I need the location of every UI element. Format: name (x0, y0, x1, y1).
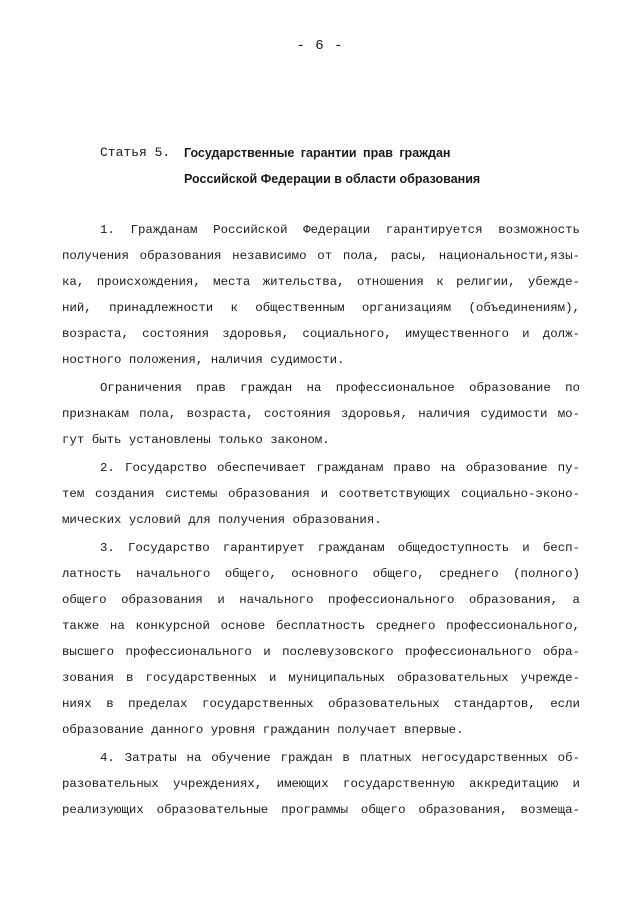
paragraph-line: получения образования независимо от пола, расы, национальности,язы- (62, 249, 580, 263)
paragraph-line: 4. Затраты на обучение граждан в платных негосударственных об- (100, 751, 580, 765)
paragraph-line: признакам пола, возраста, состояния здоровья, наличия судимости мо- (62, 407, 580, 421)
article-body (62, 217, 580, 823)
paragraph-line: ний, принадлежности к общественным организациям (объединениям), (62, 301, 580, 315)
paragraph-line: общего образования и начального профессионального образования, а (62, 593, 580, 607)
paragraph-3 (62, 455, 580, 533)
paragraph-line: реализующих образовательные программы общего образования, возмеща- (62, 803, 580, 817)
paragraph-2 (62, 375, 580, 453)
paragraph-line: тем создания системы образования и соответствующих социально-эконо- (62, 487, 580, 501)
paragraph-line: возраста, состояния здоровья, социального, имущественного и долж- (62, 327, 580, 341)
paragraph-line: 1. Гражданам Российской Федерации гарантируется возможность (100, 223, 580, 237)
paragraph-5 (62, 745, 580, 823)
paragraph-line: образование данного уровня гражданин получает впервые. (62, 723, 464, 737)
paragraph-line: ка, происхождения, места жительства, отношения к религии, убежде- (62, 275, 580, 289)
page-number: - 6 - (296, 38, 344, 54)
paragraph-1 (62, 217, 580, 373)
paragraph-line: разовательных учреждениях, имеющих государственную аккредитацию и (62, 777, 580, 791)
article-title-line-1: Государственные гарантии прав граждан (184, 146, 451, 160)
paragraph-line: латность начального общего, основного общего, среднего (полного) (62, 567, 580, 581)
paragraph-line: гут быть установлены только законом. (62, 433, 330, 447)
paragraph-line: высшего профессионального и послевузовского профессионального обра- (62, 645, 580, 659)
paragraph-line: зования в государственных и муниципальных образовательных учрежде- (62, 671, 580, 685)
paragraph-line: 2. Государство обеспечивает гражданам право на образование пу- (100, 461, 580, 475)
paragraph-line: 3. Государство гарантирует гражданам общедоступность и бесп- (100, 541, 580, 555)
paragraph-line: также на конкурсной основе бесплатность среднего профессионального, (62, 619, 580, 633)
article-heading (100, 140, 560, 192)
article-title-line-2: Российской Федерации в области образования (184, 172, 481, 186)
paragraph-4 (62, 535, 580, 743)
paragraph-line: ниях в пределах государственных образовательных стандартов, если (62, 697, 580, 711)
article-heading-row (100, 140, 560, 166)
paragraph-line: Ограничения прав граждан на профессиональное образование по (100, 381, 580, 395)
paragraph-line: мических условий для получения образования. (62, 513, 382, 527)
article-label: Статья 5. (100, 145, 171, 160)
paragraph-line: ностного положения, наличия судимости. (62, 353, 345, 367)
